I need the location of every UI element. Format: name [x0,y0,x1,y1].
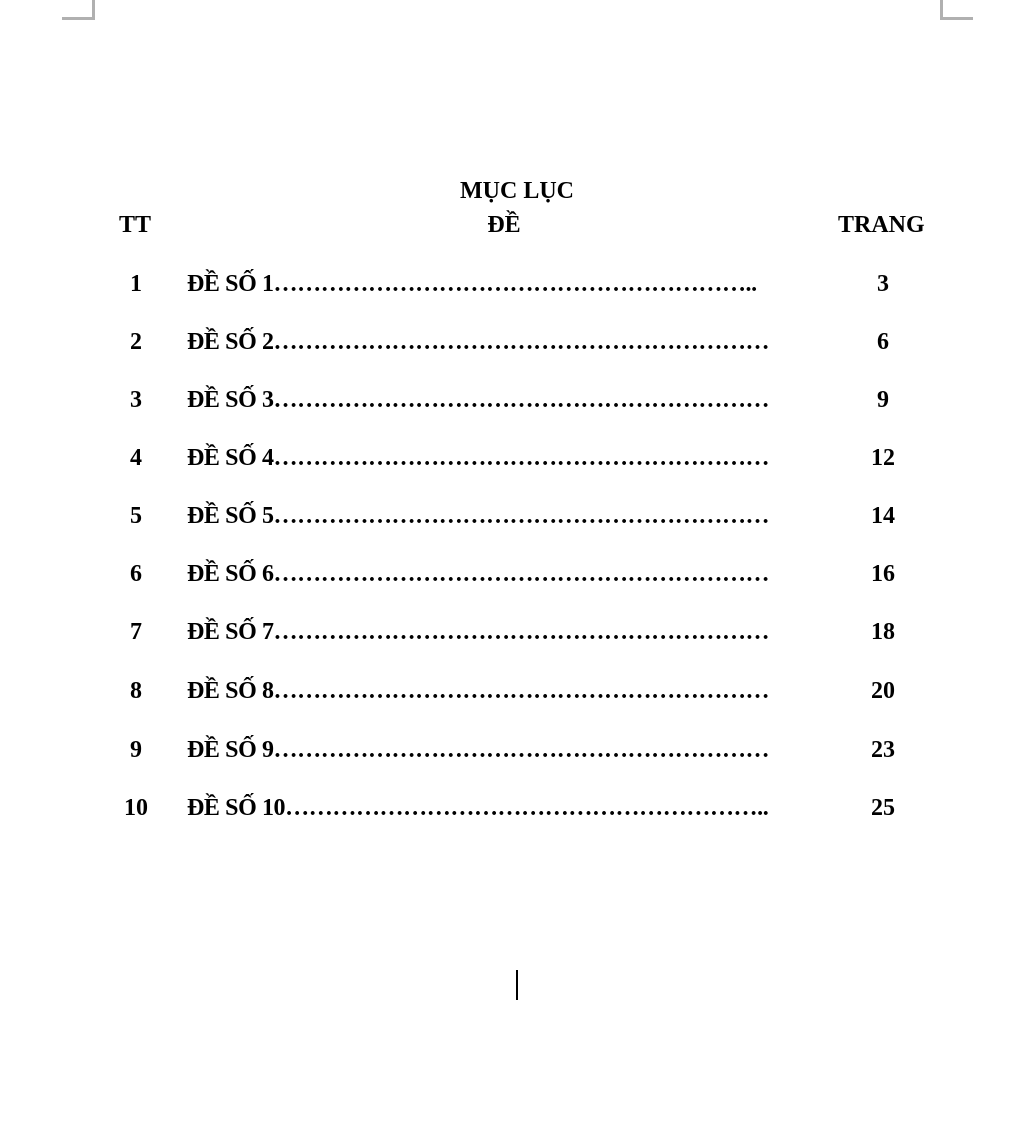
toc-row-number: 9 [130,737,142,763]
toc-row-number: 5 [130,503,142,529]
toc-row[interactable] [0,677,1020,707]
toc-row-label[interactable]: ĐỀ SỐ 4……………………………………………………… [187,445,770,471]
toc-row-label[interactable]: ĐỀ SỐ 2……………………………………………………… [187,329,770,355]
toc-row-page: 9 [877,387,889,413]
toc-row-number: 2 [130,329,142,355]
toc-row-number: 10 [124,795,148,821]
crop-mark-top-right [940,0,973,20]
toc-row-number: 6 [130,561,142,587]
toc-row-page: 20 [871,678,895,704]
toc-row-label[interactable]: ĐỀ SỐ 7……………………………………………………… [187,619,770,645]
toc-row[interactable] [0,736,1020,766]
toc-row[interactable] [0,560,1020,590]
toc-row-page: 6 [877,329,889,355]
toc-row-page: 18 [871,619,895,645]
toc-row[interactable] [0,444,1020,474]
toc-row-number: 3 [130,387,142,413]
toc-row[interactable] [0,270,1020,300]
toc-row[interactable] [0,386,1020,416]
toc-row-page: 12 [871,445,895,471]
toc-row-page: 25 [871,795,895,821]
toc-row-label[interactable]: ĐỀ SỐ 3……………………………………………………… [187,387,770,413]
toc-row-page: 14 [871,503,895,529]
toc-row-label[interactable]: ĐỀ SỐ 9……………………………………………………… [187,737,770,763]
toc-row-page: 16 [871,561,895,587]
header-trang: TRANG [838,212,925,238]
toc-row-number: 8 [130,678,142,704]
toc-row-label[interactable]: ĐỀ SỐ 10…………………………………………………….. [187,795,769,821]
toc-row[interactable] [0,794,1020,824]
toc-row-number: 7 [130,619,142,645]
toc-row-number: 1 [130,271,142,297]
toc-row-label[interactable]: ĐỀ SỐ 1…………………………………………………….. [187,271,757,297]
header-tt: TT [119,212,152,238]
toc-row[interactable] [0,328,1020,358]
toc-title: MỤC LỤC [460,178,574,204]
toc-row-page: 3 [877,271,889,297]
toc-row-label[interactable]: ĐỀ SỐ 5……………………………………………………… [187,503,770,529]
toc-row-number: 4 [130,445,142,471]
text-cursor [516,970,518,1000]
crop-mark-top-left [62,0,95,20]
header-de: ĐỀ [487,212,521,238]
toc-row-label[interactable]: ĐỀ SỐ 8……………………………………………………… [187,678,770,704]
toc-row[interactable] [0,502,1020,532]
toc-row-page: 23 [871,737,895,763]
toc-row-label[interactable]: ĐỀ SỐ 6……………………………………………………… [187,561,770,587]
toc-row[interactable] [0,618,1020,648]
